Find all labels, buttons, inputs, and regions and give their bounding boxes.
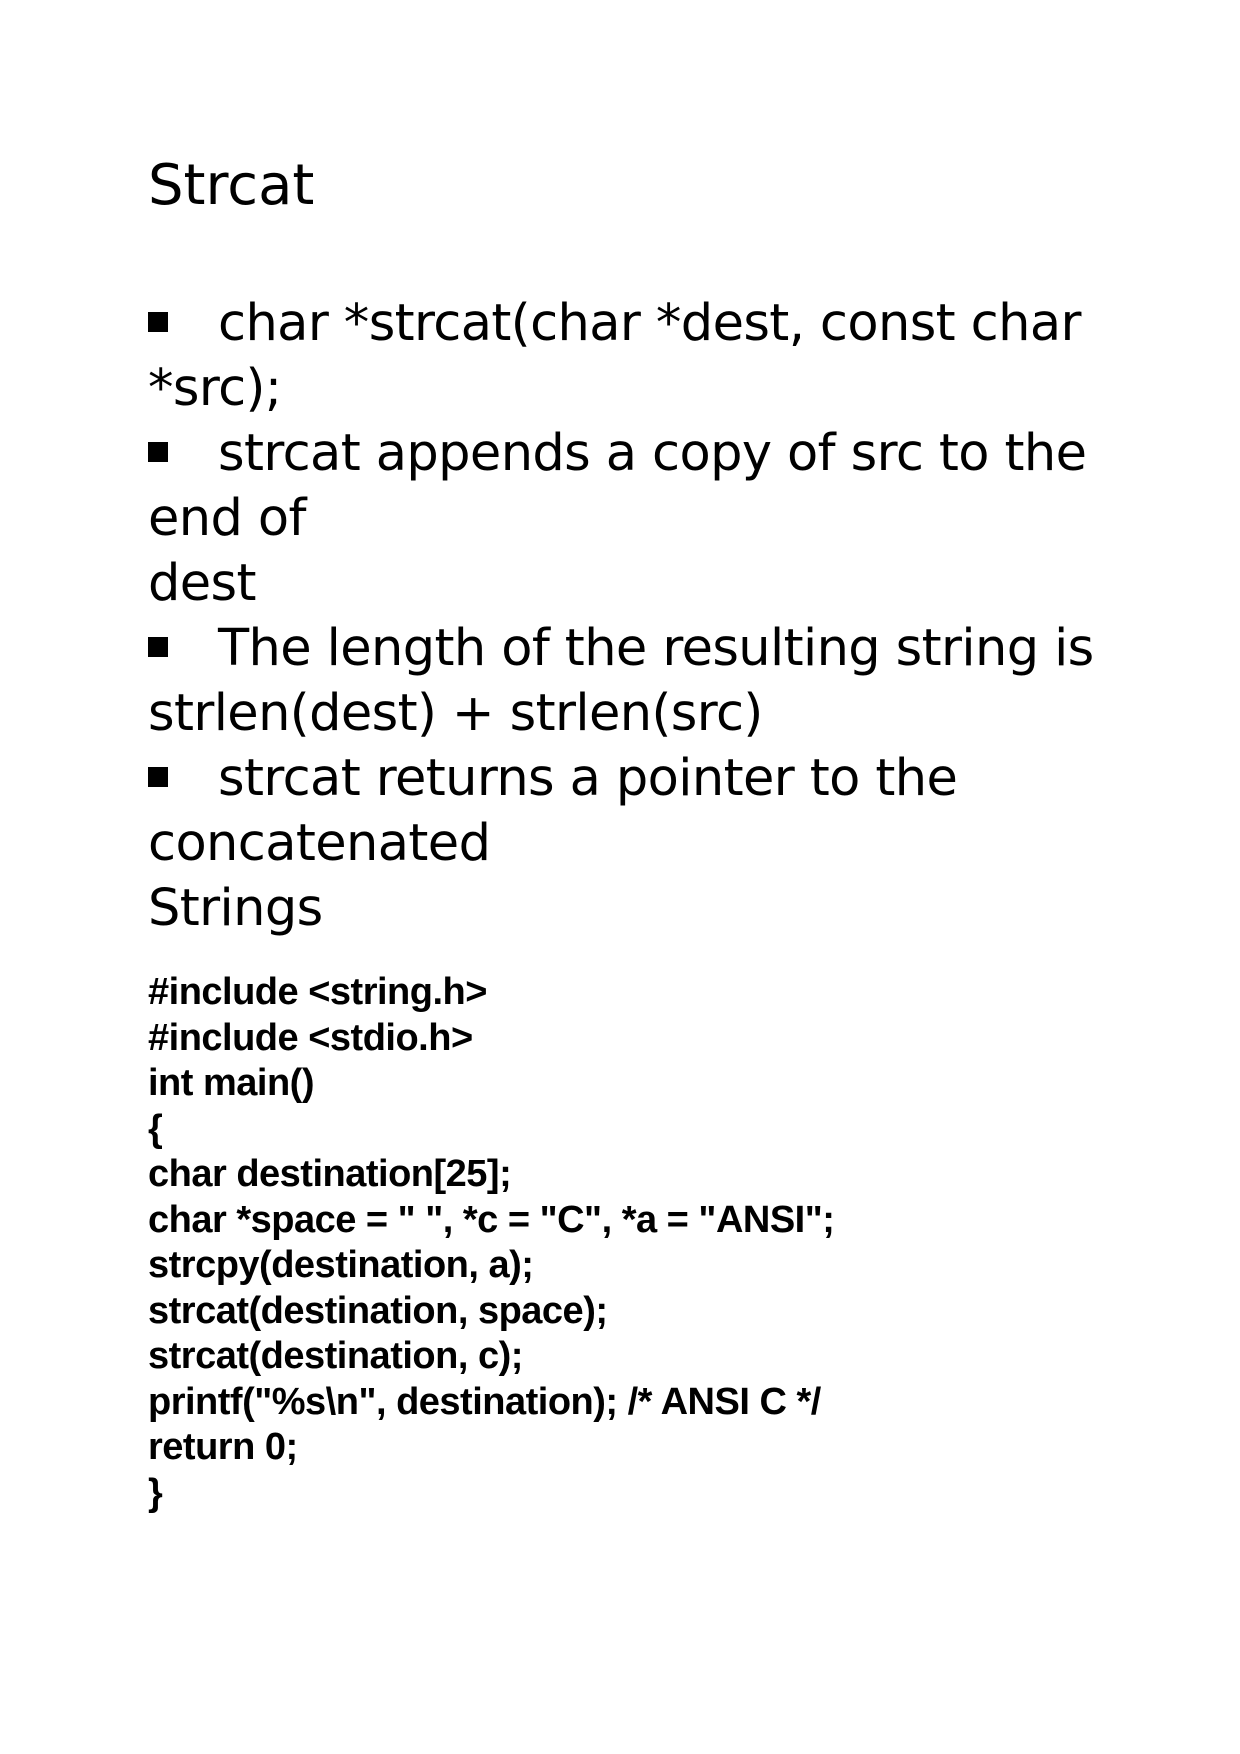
text-line: [148, 551, 1148, 616]
code-line: return 0;: [148, 1426, 298, 1468]
text-line: [148, 486, 1148, 551]
bullet-text: The length of the resulting string is: [218, 619, 1094, 678]
text-line: [148, 421, 1148, 486]
code-line: printf("%s\n", destination); /* ANSI C */: [148, 1380, 821, 1423]
code-line: #include <string.h>: [148, 971, 487, 1013]
code-block: [148, 970, 834, 1516]
text-line: [148, 811, 1148, 876]
description-text: [148, 291, 1148, 941]
continuation-text: strlen(dest) + strlen(src): [148, 684, 763, 743]
code-line: int main(): [148, 1062, 314, 1104]
text-line: [148, 876, 1148, 941]
square-bullet-icon: [148, 312, 168, 332]
square-bullet-icon: [148, 637, 168, 657]
code-line: char *space = " ", *c = "C", *a = "ANSI";: [148, 1198, 835, 1241]
bullet-text: char *strcat(char *dest, const char: [218, 294, 1081, 353]
bullet-text: strcat returns a pointer to the: [218, 749, 958, 808]
text-line: [148, 291, 1148, 356]
code-line: strcpy(destination, a);: [148, 1244, 534, 1286]
text-line: [148, 746, 1148, 811]
continuation-text: end of: [148, 489, 306, 548]
bullet-text: strcat appends a copy of src to the: [218, 424, 1087, 483]
square-bullet-icon: [148, 442, 168, 462]
page-title: Strcat: [148, 153, 315, 218]
code-line: #include <stdio.h>: [148, 1016, 473, 1059]
text-line: [148, 681, 1148, 746]
continuation-text: dest: [148, 554, 256, 613]
code-line: }: [148, 1471, 163, 1514]
code-line: strcat(destination, c);: [148, 1335, 523, 1377]
continuation-text: concatenated: [148, 814, 491, 873]
continuation-text: Strings: [148, 879, 323, 938]
code-line: char destination[25];: [148, 1153, 512, 1195]
text-line: [148, 616, 1148, 681]
code-line: {: [148, 1107, 163, 1150]
code-line: strcat(destination, space);: [148, 1289, 608, 1332]
square-bullet-icon: [148, 767, 168, 787]
text-line: [148, 356, 1148, 421]
continuation-text: *src);: [148, 359, 282, 418]
